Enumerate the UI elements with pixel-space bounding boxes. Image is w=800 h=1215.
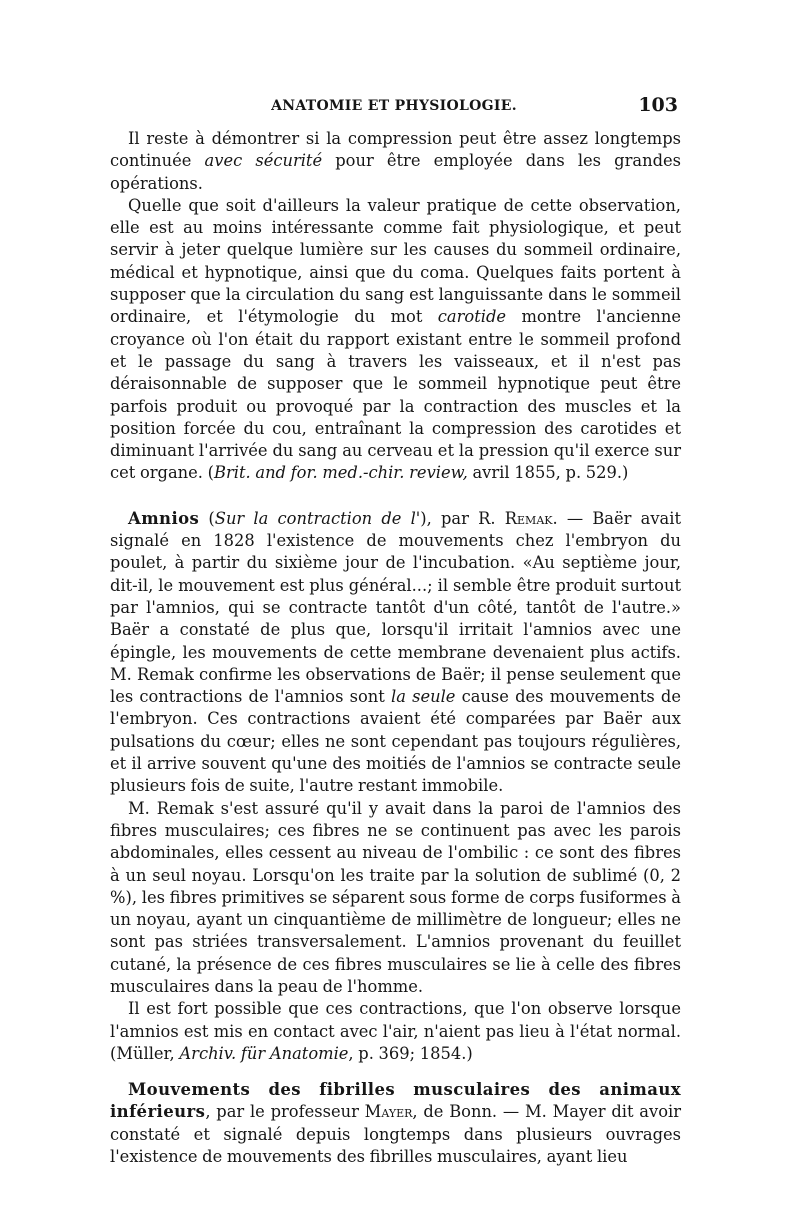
text-run: cause des mouvements de l'embryon. Ces contractions avaient été comparées par Baër aux pulsations du cœur; elles ne sont cependant pas toujours régulières, et il arrive souvent qu'une des moitiés de l'amnios se contracte seule plusieurs fois de suite, l'autre restant immobile.	[110, 687, 681, 796]
text-run: Il est fort possible que ces contractions, que l'on observe lorsque l'amnios est mis en contact avec l'air, n'aient pas lieu à l'état normal. (Müller,	[110, 999, 681, 1063]
text-run: pour être employée dans les grandes opérations.	[110, 151, 681, 193]
text-run: ), par R.	[420, 508, 505, 528]
page-number: 103	[638, 94, 678, 116]
italic-run: carotide	[437, 307, 507, 327]
text-run: Il reste à démontrer si la compression peut être assez longtemps continuée	[110, 129, 681, 171]
text-run: , de Bonn. — M. Mayer dit avoir constaté et signalé depuis longtemps dans plusieurs ouvrages l'existence de mouvements des fibrilles musculaires, ayant lieu	[110, 1102, 681, 1167]
italic-run: Sur la contraction de l'	[214, 508, 421, 528]
paragraph-contractions	[110, 998, 681, 1065]
text-run: , par le professeur	[205, 1102, 365, 1122]
italic-run: la seule	[391, 687, 456, 707]
author-name: Mayer	[364, 1102, 413, 1122]
paragraph-compression	[110, 128, 681, 195]
citation-italic: Brit. and for. med.-chir. review,	[214, 463, 468, 483]
paragraph-remak-fibres: M. Remak s'est assuré qu'il y avait dans la paroi de l'amnios des fibres musculaires; ces fibres ne se continuent pas avec les parois abdominales, elles cessent au niveau de l'ombilic : ce sont des fibres à un seul noyau. Lorsqu'on les traite par la solution de sublimé (0, 2 %), les fibres primitives se séparent sous forme de corps fusiformes à un noyau, ayant un cinquantième de millimètre de longueur; elles ne sont pas striées transversalement. L'amnios provenant du feuillet cutané, la présence de ces fibres musculaires se lie à celle des fibres musculaires dans la peau de l'homme.	[110, 798, 681, 996]
article-mouvements	[110, 1079, 681, 1168]
italic-run: avec sécurité	[204, 151, 323, 171]
text-run: (	[199, 508, 215, 528]
text-run: montre l'ancienne croyance où l'on était du rapport existant entre le sommeil profond et le passage du sang à travers les vaisseaux, et il n'est pas déraisonnable de supposer que le sommeil hypnotique peut être parfois produit ou provoqué par la contraction des muscles et la position forcée du cou, entraînant la compression des carotides et diminuant l'arrivée du sang au cerveau et la pression qu'il exerce sur cet organe. (	[110, 307, 682, 483]
text-run: avril 1855, p. 529.)	[467, 463, 629, 483]
article-title-amnios: Amnios	[128, 508, 200, 528]
text-run: Quelle que soit d'ailleurs la valeur pratique de cette observation, elle est au moins intéressante comme fait physiologique, et peut servir à jeter quelque lumière sur les causes du sommeil ordinaire, médical et hypnotique, ainsi que du coma. Quelques faits portent à supposer que la circulation du sang est languissante dans le sommeil ordinaire, et l'étymologie du mot	[110, 195, 681, 327]
body-text	[110, 128, 681, 1168]
paragraph-observation	[110, 195, 681, 485]
citation-italic: Archiv. für Anatomie	[179, 1043, 349, 1063]
running-title: ANATOMIE ET PHYSIOLOGIE.	[271, 98, 517, 114]
article-amnios	[110, 508, 681, 798]
article-title-mouvements: Mouvements des fibrilles musculaires des animaux inférieurs	[110, 1080, 681, 1122]
text-run: , p. 369; 1854.)	[348, 1043, 473, 1063]
author-name: Remak	[504, 508, 553, 528]
text-run: . — Baër avait signalé en 1828 l'existence de mouvements chez l'embryon du poulet, à partir du sixième jour de l'incubation. «Au septième jour, dit-il, le mouvement est plus général...; il semble être produit surtout par l'amnios, qui se contracte tantôt d'un côté, tantôt de l'autre.» Baër a constaté de plus que, lorsqu'il irritait l'amnios avec une épingle, les mouvements de cette membrane devenaient plus actifs. M. Remak confirme les observations de Baër; il pense seulement que les contractions de l'amnios sont	[110, 508, 681, 707]
page-header	[110, 94, 678, 128]
